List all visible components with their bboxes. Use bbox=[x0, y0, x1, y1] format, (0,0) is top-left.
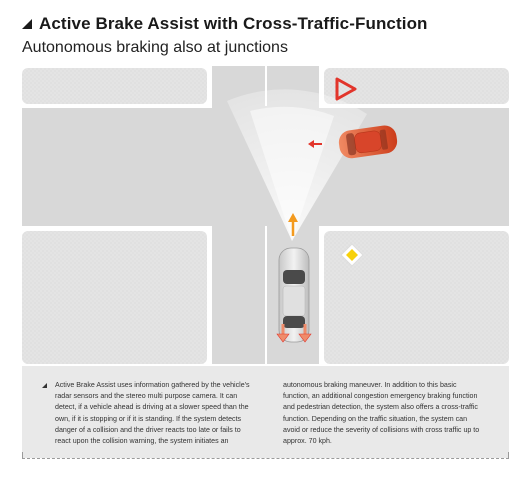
block-bottom-left bbox=[22, 231, 207, 364]
page-title: Active Brake Assist with Cross-Traffic-Function bbox=[39, 14, 428, 33]
title-row bbox=[22, 14, 428, 34]
caption-column-right: autonomous braking maneuver. In addition to this basic function, an additional congestion emergency braking function and pedestrian detection, the system also offers a cross-traffic function. Depending on the traffic situation, the system can avoid or reduce the severity of collisions with cross traffic up to approx. 70 kph. bbox=[283, 381, 480, 446]
corner-tick-right bbox=[508, 452, 509, 458]
caption-box bbox=[22, 366, 509, 458]
block-top-left bbox=[22, 68, 207, 104]
bottom-divider bbox=[22, 458, 509, 459]
intersection-diagram bbox=[22, 66, 509, 364]
corner-tick-left bbox=[22, 452, 23, 458]
heading-triangle-icon bbox=[22, 19, 32, 29]
intersection-svg bbox=[22, 66, 509, 364]
caption-triangle-icon bbox=[42, 383, 47, 388]
caption-column-left: Active Brake Assist uses information gathered by the vehicle's radar sensors and the stereo multi purpose camera. It can detect, if a vehicle ahead is driving at a slower speed than the own, if it is stopping or if it is standing. If the system detects danger of a collision and the driver reacts too late or fails to react upon the collision warning, the system initiates an bbox=[55, 381, 250, 446]
caption-content bbox=[42, 380, 481, 447]
header bbox=[22, 14, 428, 57]
page-subtitle: Autonomous braking also at junctions bbox=[22, 39, 288, 56]
